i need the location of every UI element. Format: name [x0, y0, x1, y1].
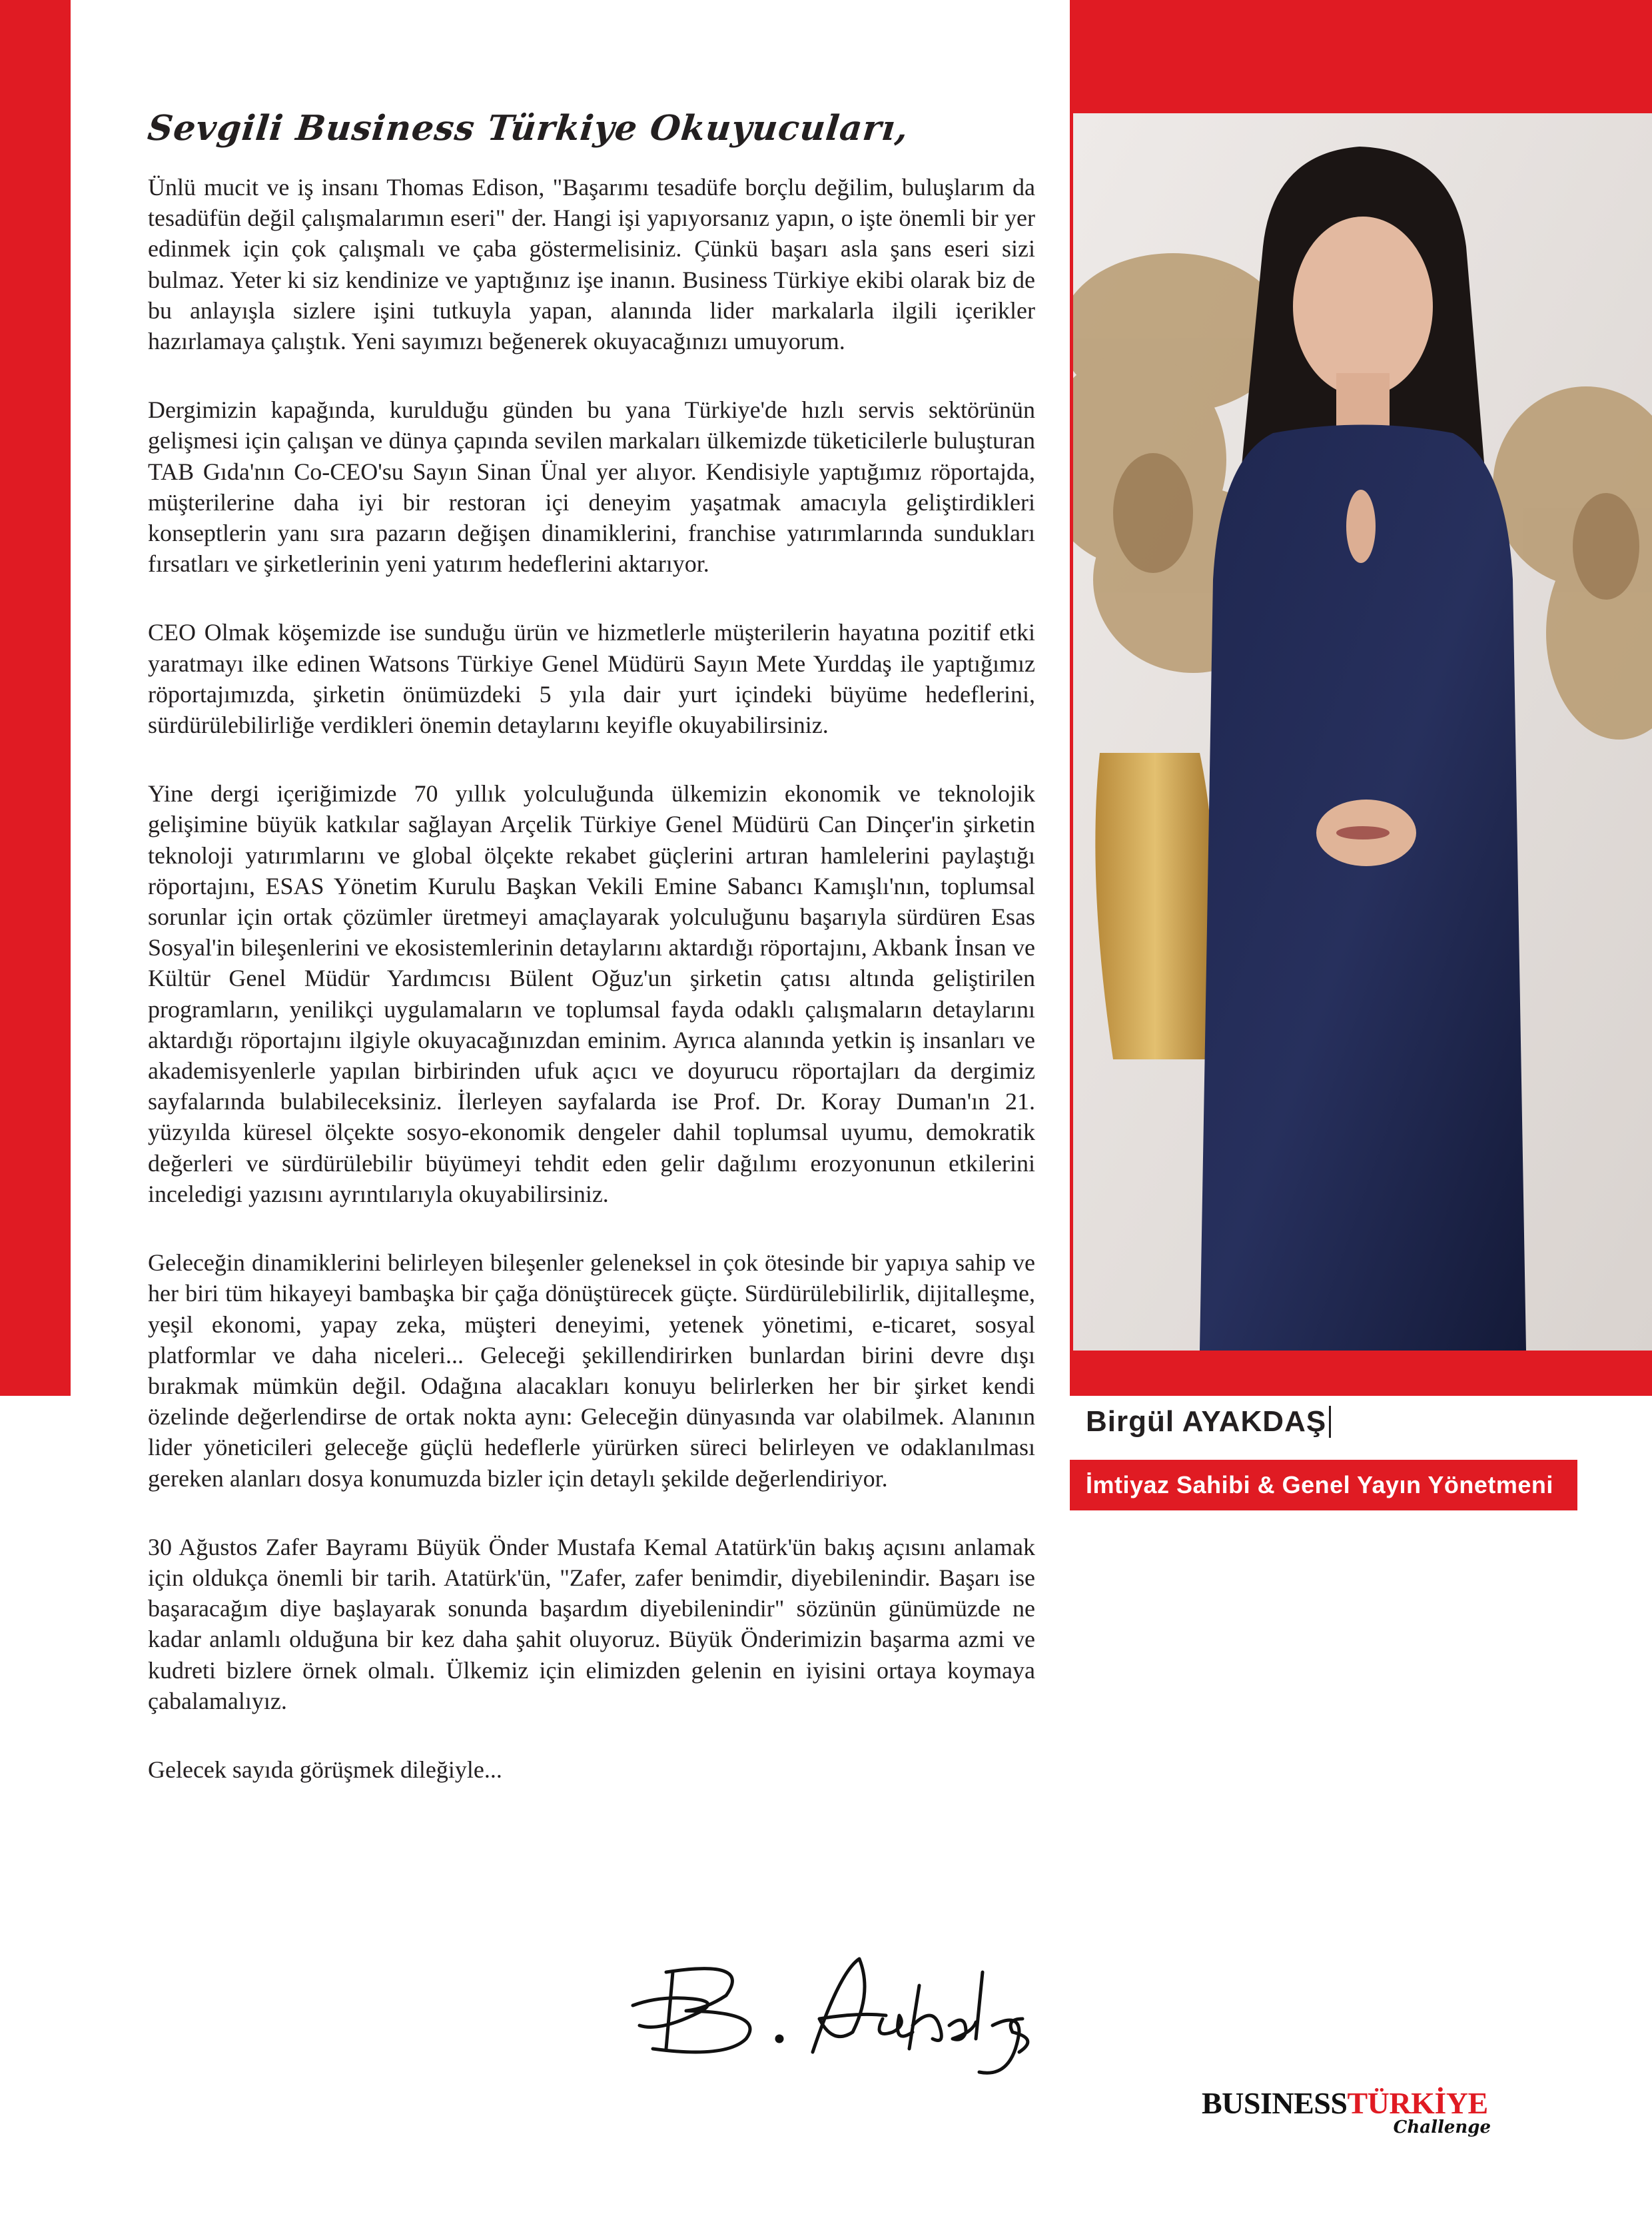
- author-title-badge: [1070, 1460, 1577, 1510]
- article-paragraph: Ünlü mucit ve iş insanı Thomas Edison, "Başarımı tesadüfe borçlu değilim, buluşlarım da tesadüfün değil çalışmalarımın eseri" der. Hangi işi yapıyorsanız yapın, o işte önemli bir yer edinmek için çok çalışmalı ve çaba göstermelisiniz. Çünkü başarı asla şans eseri sizi bulmaz. Yeter ki siz kendinize ve yaptığınız işe inanın. Business Türkiye ekibi olarak biz de bu anlayışla sizlere işini tutkuyla yapan, alanında lider markalarla ilgili içerikler hazırlamaya çalıştık. Yeni sayımızı beğenerek okuyacağınızı umuyorum.: [148, 174, 1035, 355]
- handwritten-signature: [620, 1932, 1046, 2079]
- article-paragraph: 30 Ağustos Zafer Bayramı Büyük Önder Mustafa Kemal Atatürk'ün bakış açısını anlamak için oldukça önemli bir tarih. Atatürk'ün, "Zafer, zafer benimdir, diyebilenindir. Başarı ise başaracağım diye başlayarak sonunda başardım diyebilenindir" sözünün günümüzde ne kadar anlamlı olduğuna bir kez daha şahit oluyoruz. Büyük Önderimizin başarma azmi ve kudreti bizlere örnek olmalı. Ülkemiz için elimizden gelenin en iyisini ortaya koymaya çabalamalıyız.: [148, 1533, 1035, 1714]
- text-cursor: [1329, 1406, 1331, 1438]
- article-paragraph: CEO Olmak köşemizde ise sunduğu ürün ve hizmetlerle müşterilerin hayatına pozitif etki yaratmayı ilke edinen Watsons Türkiye Genel Müdürü Sayın Mete Yurddaş ile yaptığımız röportajımızda, şirketin önümüzdeki 5 yıla dair yurt içindeki büyüme hedeflerini, sürdürülebilirliğe verdikleri önemin detaylarını keyifle okuyabilirsiniz.: [148, 619, 1035, 739]
- logo-turkiye: TÜRKİYE: [1347, 2086, 1488, 2120]
- portrait-photo: [1073, 113, 1652, 1351]
- logo-business: BUSINESS: [1202, 2086, 1348, 2120]
- editorial-body: [148, 172, 1035, 1785]
- author-name-text: Birgül AYAKDAŞ: [1086, 1405, 1327, 1438]
- author-caption: [1070, 1396, 1652, 1549]
- author-title-text: İmtiyaz Sahibi & Genel Yayın Yönetmeni: [1086, 1471, 1553, 1498]
- signature-drawing: [620, 1932, 1046, 2079]
- portrait-illustration: [1073, 113, 1652, 1351]
- left-accent-bar: [0, 0, 71, 1396]
- article-paragraph: Dergimizin kapağında, kurulduğu günden bu yana Türkiye'de hızlı servis sektörünün gelişmesi için çalışan ve dünya çapında sevilen markaları ülkemizde tüketicilerle buluşturan TAB Gıda'nın Co-CEO'su Sayın Sinan Ünal yer alıyor. Kendisiyle yaptığımız röportajda, müşterilerine daha iyi bir restoran içi deneyim yaşatmak amacıyla geliştirdikleri konseptlerin yanı sıra pazarın değişen dinamiklerini, franchise yatırımlarında sundukları fırsatları ve şirketlerinin yeni yatırım hedeflerini aktarıyor.: [148, 396, 1035, 578]
- logo-wordmark: [1202, 2085, 1495, 2121]
- author-name: [1086, 1396, 1331, 1448]
- closing-line: Gelecek sayıda görüşmek dileğiyle...: [148, 1756, 502, 1783]
- business-turkiye-logo: [1202, 2085, 1495, 2159]
- logo-tagline: Challenge: [1393, 2117, 1491, 2137]
- article-paragraph: Yine dergi içeriğimizde 70 yıllık yolculuğunda ülkemizin ekonomik ve teknolojik gelişimine büyük katkılar sağlayan Arçelik Türkiye Genel Müdürü Can Dinçer'in şirketin teknoloji yatırımlarını ve global ölçekte rekabet güçlerini artıran hamlelerini paylaştığı röportajını, ESAS Yönetim Kurulu Başkan Vekili Emine Sabancı Kamışlı'nın, toplumsal sorunlar için ortak çözümler üretmeyi amaçlayarak yolculuğunu başarıyla sürdüren Esas Sosyal'in bileşenlerini ve ekosistemlerinin detaylarını aktardığı röportajını, Akbank İnsan ve Kültür Genel Müdür Yardımcısı Bülent Oğuz'un şirketin çatısı altında geliştirilen programların, yenilikçi uygulamaların ve toplumsal fayda odaklı çalışmaların detaylarını aktardığı röportajını ilgiyle okuyacağınızdan eminim. Ayrıca alanında yetkin iş insanları ve akademisyenlerle yapılan birbirinden ufuk açıcı ve doyurucu röportajları da dergimiz sayfalarında bulabileceksiniz. İlerleyen sayfalarda ise Prof. Dr. Koray Duman'ın 21. yüzyılda küresel ölçekte sosyo-ekonomik dengeler dahil toplumsal uyumu, demokratik değerleri ve sürdürülebilir büyümeyi tehdit eden gelir dağılımı erozyonunun etkilerini inceledigi yazısını ayrıntılarıyla okuyabilirsiniz.: [148, 780, 1035, 1207]
- article-paragraph: Geleceğin dinamiklerini belirleyen bileşenler geleneksel in çok ötesinde bir yapıya sahip ve her biri tüm hikayeyi bambaşka bir çağa dönüştürecek güçte. Sürdürülebilirlik, dijitalleşme, yeşil ekonomi, yapay zeka, müşteri deneyimi, yetenek yönetimi, e-ticaret, sosyal platformlar ve daha niceleri... Geleceği şekillendirirken bunlardan birini devre dışı bırakmak mümkün değil. Odağına alacakları konuyu belirlerken her bir şirket kendi özelinde değerlendirse de ortak nokta aynı: Geleceğin dünyasında var olabilmek. Alanının lider yöneticileri geleceğe güçlü hedeflerle yürürken süreci belirleyen ve odaklanılması gereken alanları dosya konumuzda bizler için detaylı şekilde değerlendiriyor.: [148, 1249, 1035, 1492]
- greeting-heading: Sevgili Business Türkiye Okuyucuları,: [145, 108, 911, 149]
